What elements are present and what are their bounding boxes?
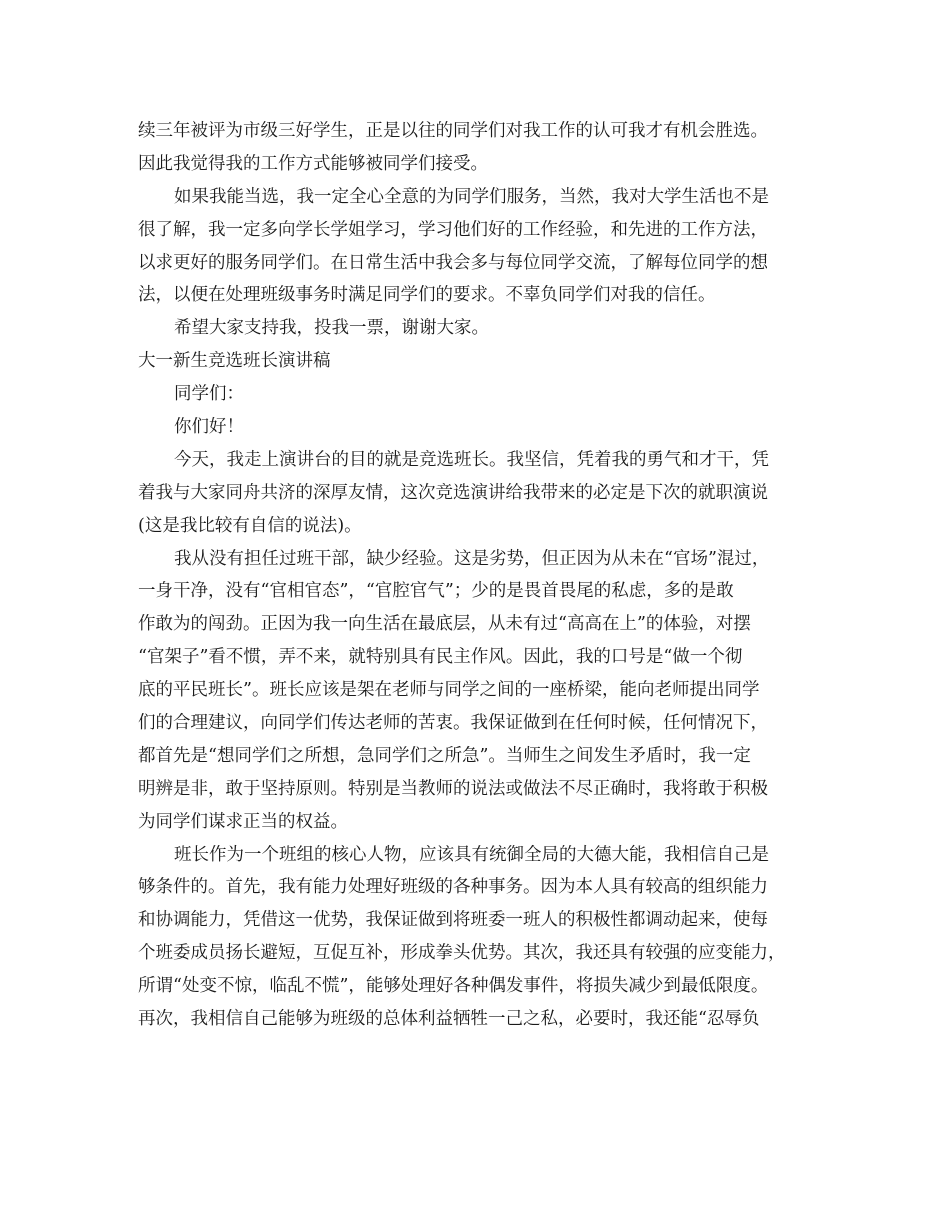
- text-line: 一身干净，没有“官相官态”，“官腔官气”；少的是畏首畏尾的私虑，多的是敢: [138, 581, 734, 602]
- text-line: 大一新生竞选班长演讲稿: [138, 351, 331, 372]
- text-line: 都首先是“想同学们之所想，急同学们之所急”。当师生之间发生矛盾时，我一定: [138, 745, 751, 766]
- text-line: 作敢为的闯劲。正因为我一向生活在最底层，从未有过“高高在上”的体验，对摆: [138, 614, 751, 635]
- document-body: [138, 115, 828, 1036]
- text-line: 个班委成员扬长避短，互促互补，形成拳头优势。其次，我还具有较强的应变能力，: [138, 943, 786, 964]
- text-line: 很了解，我一定多向学长学姐学习，学习他们好的工作经验，和先进的工作方法，: [138, 219, 768, 240]
- text-line: 为同学们谋求正当的权益。: [138, 811, 348, 832]
- text-line: 和协调能力，凭借这一优势，我保证做到将班委一班人的积极性都调动起来，使每: [138, 910, 768, 931]
- text-line: 你们好！: [174, 417, 244, 438]
- text-line: 再次，我相信自己能够为班级的总体利益牺牲一己之私，必要时，我还能“忍辱负: [138, 1009, 760, 1030]
- text-line: 以求更好的服务同学们。在日常生活中我会多与每位同学交流，了解每位同学的想: [138, 252, 768, 273]
- text-line: 今天，我走上演讲台的目的就是竞选班长。我坚信，凭着我的勇气和才干，凭: [174, 449, 769, 470]
- text-line: 所谓“处变不惊，临乱不慌”，能够处理好各种偶发事件，将损失减少到最低限度。: [138, 976, 769, 997]
- text-line: (这是我比较有自信的说法)。: [138, 515, 362, 536]
- text-line: 续三年被评为市级三好学生，正是以往的同学们对我工作的认可我才有机会胜选。: [138, 121, 768, 141]
- text-line: 如果我能当选，我一定全心全意的为同学们服务，当然，我对大学生活也不是: [174, 186, 769, 207]
- text-line: 够条件的。首先，我有能力处理好班级的各种事务。因为本人具有较高的组织能力: [138, 877, 768, 898]
- text-line: 因此我觉得我的工作方式能够被同学们接受。: [138, 153, 488, 174]
- text-line: 班长作为一个班组的核心人物，应该具有统御全局的大德大能，我相信自己是: [174, 844, 769, 865]
- text-line: 同学们：: [174, 384, 244, 405]
- text-line: 明辨是非，敢于坚持原则。特别是当教师的说法或做法不尽正确时，我将敢于积极: [138, 778, 768, 799]
- text-line: 我从没有担任过班干部，缺少经验。这是劣势，但正因为从未在“官场”混过，: [174, 548, 770, 569]
- text-line: 希望大家支持我，投我一票，谢谢大家。: [174, 318, 489, 339]
- text-line: “官架子”看不惯，弄不来，就特别具有民主作风。因此，我的口号是“做一个彻: [138, 647, 743, 668]
- text-line: 底的平民班长”。班长应该是架在老师与同学之间的一座桥梁，能向老师提出同学: [138, 680, 760, 701]
- text-line: 们的合理建议，向同学们传达老师的苦衷。我保证做到在任何时候，任何情况下，: [138, 713, 768, 734]
- text-line: 法，以便在处理班级事务时满足同学们的要求。不辜负同学们对我的信任。: [138, 285, 716, 306]
- text-line: 着我与大家同舟共济的深厚友情，这次竞选演讲给我带来的必定是下次的就职演说: [138, 482, 768, 503]
